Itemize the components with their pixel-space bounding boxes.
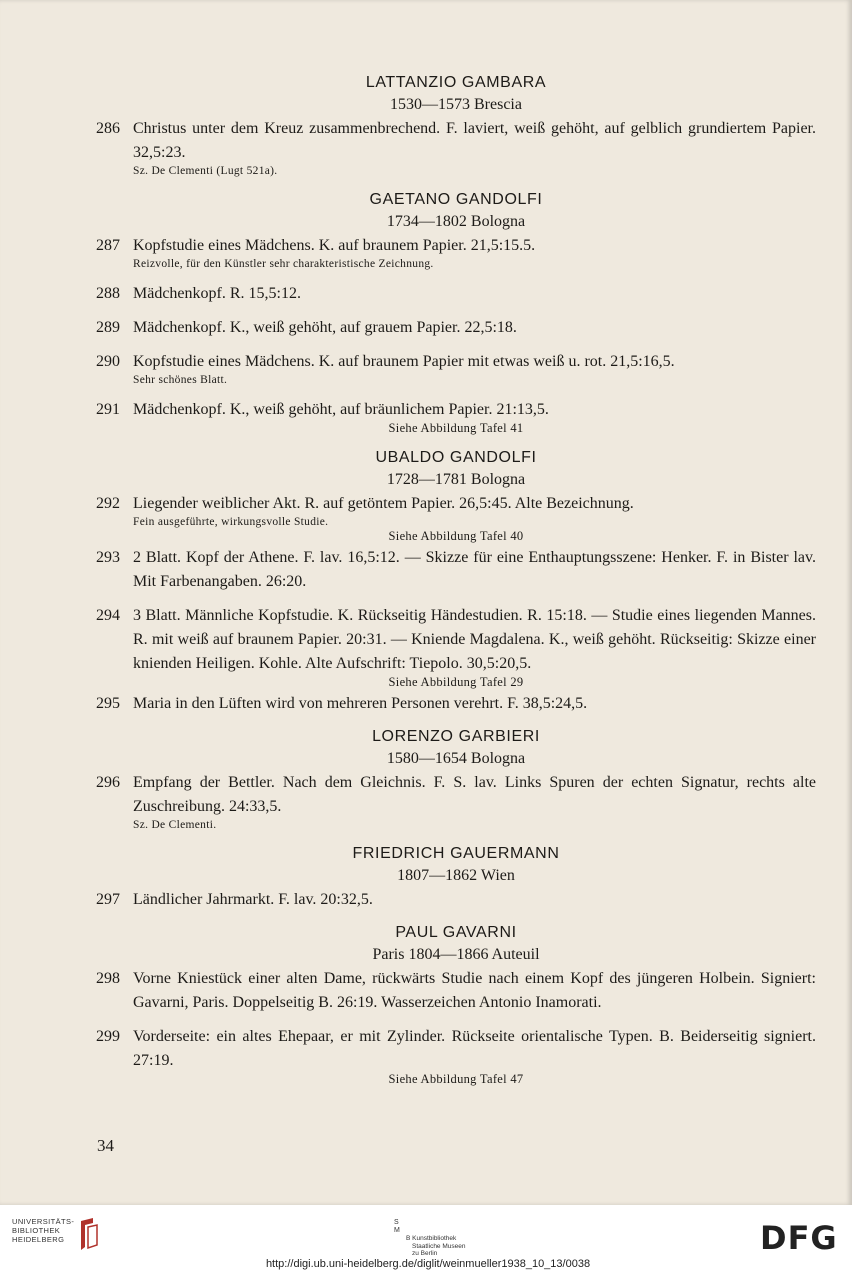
catalog-entry [96,316,816,340]
entry-description: Kopfstudie eines Mädchens. K. auf braunem Papier mit etwas weiß u. rot. 21,5:16,5. [133,353,675,370]
entry-description: 3 Blatt. Männliche Kopfstudie. K. Rückseitig Händestudien. R. 15:18. — Studie eines liegenden Mannes. R. mit weiß auf braunem Papier. 20:31. — Kniende Magdalena. K., weiß gehöht. Rückseitig: Skizze einer knienden Heiligen. Kohle. Alte Aufschrift: Tiepolo. 30,5:20,5. [133,607,816,672]
entry-description: Vorderseite: ein altes Ehepaar, er mit Zylinder. Rückseite orientalische Typen. B. Beiderseitig signiert. 27:19. [133,1028,816,1069]
entry-body [133,546,816,594]
catalog-content [96,70,816,1088]
catalog-entry [96,888,816,912]
catalog-entry [96,1025,816,1088]
dfg-logo[interactable]: DFG [760,1219,838,1257]
entry-number: 290 [96,353,120,370]
sm-letter-s: S [394,1219,399,1226]
entry-description: Ländlicher Jahrmarkt. F. lav. 20:32,5. [133,891,373,908]
library-line-3: zu Berlin [412,1250,438,1257]
entry-note: Sz. De Clementi. [133,819,217,831]
entry-description: Mädchenkopf. K., weiß gehöht, auf grauem Papier. 22,5:18. [133,319,517,336]
university-line-1: UNIVERSITÄTS- [12,1217,75,1226]
catalog-entry [96,967,816,1015]
catalog-entry [96,234,816,272]
entry-body [133,771,816,833]
page-number: 34 [97,1136,114,1155]
catalog-entry [96,117,816,179]
entry-description: Empfang der Bettler. Nach dem Gleichnis. F. S. lav. Links Spuren der echten Signatur, rechts alte Zuschreibung. 24:33,5. [133,774,816,815]
artist-section [96,922,816,1088]
entry-note: Sehr schönes Blatt. [133,374,228,386]
artist-name: GAETANO GANDOLFI [369,191,543,208]
entry-note: Sz. De Clementi (Lugt 521a). [133,165,278,177]
plate-reference: Siehe Abbildung Tafel 47 [388,1072,524,1086]
artist-dates: Paris 1804—1866 Auteuil [372,946,540,963]
artist-name: LORENZO GARBIERI [372,728,540,745]
entry-body [133,692,816,716]
entry-note: Fein ausgeführte, wirkungsvolle Studie. [133,516,329,528]
artist-name: UBALDO GANDOLFI [375,449,537,466]
entry-description: Vorne Kniestück einer alten Dame, rückwärts Studie nach einem Kopf des jüngeren Holbein. Signiert: Gavarni, Paris. Doppelseitig B. 26:19. Wasserzeichen Antonio Inamorati. [133,970,816,1011]
entry-body [133,1025,816,1088]
artist-section [96,843,816,912]
plate-reference: Siehe Abbildung Tafel 41 [388,421,524,435]
entry-number: 299 [96,1028,120,1045]
artist-section [96,726,816,833]
entry-body [133,282,816,306]
catalog-entry [96,771,816,833]
entry-number: 288 [96,285,120,302]
university-line-2: BIBLIOTHEK [12,1226,61,1235]
entry-number: 296 [96,774,120,791]
catalog-entry [96,282,816,306]
entry-body [133,492,816,545]
entry-body [133,234,816,272]
artist-dates: 1530—1573 Brescia [390,96,522,113]
entry-body [133,604,816,691]
plate-reference: Siehe Abbildung Tafel 29 [388,675,524,689]
sm-letter-m: M [394,1227,400,1234]
entry-description: Liegender weiblicher Akt. R. auf getöntem Papier. 26,5:45. Alte Bezeichnung. [133,495,634,512]
entry-description: Christus unter dem Kreuz zusammenbrechend. F. laviert, weiß gehöht, auf gelblich grundiertem Papier. 32,5:23. [133,120,816,161]
artist-dates: 1807—1862 Wien [397,867,515,884]
entry-note: Reizvolle, für den Künstler sehr charakteristische Zeichnung. [133,258,434,270]
entry-number: 291 [96,401,120,418]
kunstbibliothek-logo[interactable] [394,1219,465,1258]
artist-section [96,72,816,179]
catalog-entry [96,546,816,594]
catalog-entry [96,398,816,437]
artist-name: LATTANZIO GAMBARA [365,74,547,91]
artist-dates: 1734—1802 Bologna [386,213,526,230]
artist-name: PAUL GAVARNI [395,924,517,941]
entry-number: 292 [96,495,120,512]
entry-body [133,967,816,1015]
catalog-entry [96,350,816,388]
university-library-logo[interactable] [12,1217,99,1251]
artist-name: FRIEDRICH GAUERMANN [352,845,560,862]
entry-number: 293 [96,549,120,566]
entry-description: 2 Blatt. Kopf der Athene. F. lav. 16,5:12. — Skizze für eine Enthauptungsszene: Henker. F. in Bister lav. Mit Farbenangaben. 26:20. [133,549,816,590]
library-line-2: Staatliche Museen [412,1242,466,1250]
entry-number: 298 [96,970,120,987]
entry-description: Kopfstudie eines Mädchens. K. auf braunem Papier. 21,5:15.5. [133,237,536,254]
entry-number: 297 [96,891,120,908]
entry-body [133,398,816,437]
footer-bar [0,1205,856,1273]
artist-dates: 1728—1781 Bologna [386,471,526,488]
plate-reference: Siehe Abbildung Tafel 40 [388,529,524,543]
entry-number: 286 [96,120,120,137]
catalog-entry [96,492,816,545]
library-line-1: B Kunstbibliothek [406,1235,457,1242]
entry-body [133,888,816,912]
university-line-3: HEIDELBERG [12,1235,65,1244]
artist-dates: 1580—1654 Bologna [386,750,526,767]
artist-section [96,189,816,437]
source-url[interactable]: http://digi.ub.uni-heidelberg.de/diglit/weinmueller1938_10_13/0038 [265,1258,591,1270]
entry-body [133,316,816,340]
catalog-entry [96,604,816,691]
entry-number: 287 [96,237,120,254]
entry-number: 289 [96,319,120,336]
entry-body [133,350,816,388]
entry-description: Mädchenkopf. R. 15,5:12. [133,285,301,302]
entry-number: 294 [96,607,120,624]
entry-body [133,117,816,179]
entry-number: 295 [96,695,120,712]
catalog-entry [96,692,816,716]
artist-section [96,447,816,716]
university-emblem-icon [79,1217,99,1251]
entry-description: Mädchenkopf. K., weiß gehöht, auf bräunlichem Papier. 21:13,5. [133,401,549,418]
entry-description: Maria in den Lüften wird von mehreren Personen verehrt. F. 38,5:24,5. [133,695,588,712]
